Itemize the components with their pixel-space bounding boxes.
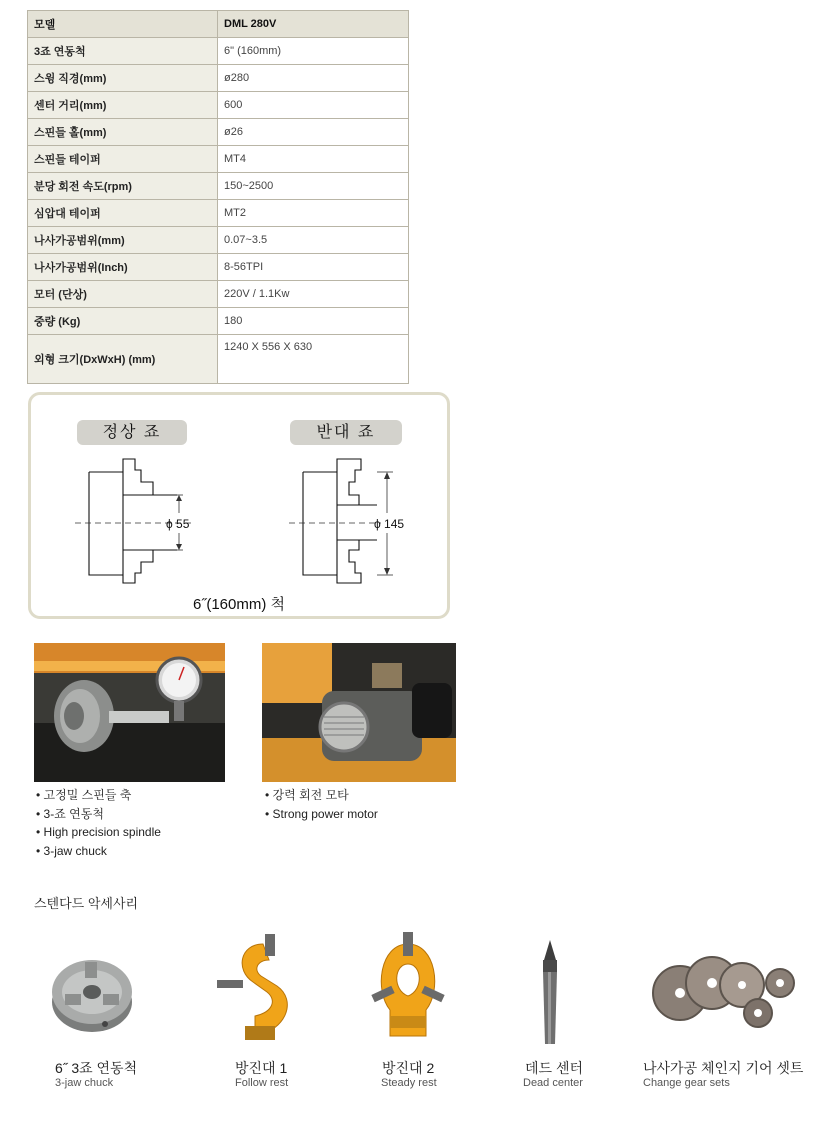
accessory-name: 데드 센터: [525, 1060, 583, 1076]
list-item: • 3-죠 연동척: [36, 805, 161, 824]
spec-value: 180: [218, 308, 409, 335]
spec-label: 센터 거리(mm): [28, 92, 218, 119]
motor-photo: [262, 643, 456, 782]
accessory-subtitle: 3-jaw chuck: [55, 1077, 114, 1089]
spec-row: [28, 146, 409, 173]
steady-rest-icon: [366, 930, 450, 1045]
chuck-caption: 6˝(160mm) 척: [192, 596, 285, 613]
spec-table: [27, 10, 409, 384]
spec-value: ø26: [218, 119, 409, 146]
list-item: • High precision spindle: [36, 823, 161, 842]
spec-header-row: [28, 11, 409, 38]
spec-value: 1240 X 556 X 630: [218, 335, 409, 384]
spec-label: 3죠 연동척: [28, 38, 218, 65]
spec-row: [28, 173, 409, 200]
follow-rest-icon: [215, 930, 295, 1045]
motor-feature-list: [265, 786, 378, 823]
spec-value: 0.07~3.5: [218, 227, 409, 254]
spec-label: 모델: [28, 11, 218, 38]
spec-value: MT2: [218, 200, 409, 227]
spec-label: 나사가공범위(mm): [28, 227, 218, 254]
spec-row: [28, 119, 409, 146]
accessory-subtitle: Follow rest: [235, 1077, 289, 1089]
reverse-jaw-label: 반대 죠: [290, 420, 402, 445]
accessory-subtitle: Steady rest: [381, 1077, 437, 1089]
gear-set-icon: [650, 955, 805, 1030]
spec-value: 220V / 1.1Kw: [218, 281, 409, 308]
spec-value: DML 280V: [218, 11, 409, 38]
spec-label: 중량 (Kg): [28, 308, 218, 335]
spec-row: [28, 92, 409, 119]
spindle-feature-list: [36, 786, 161, 860]
normal-jaw-chuck-outline: [89, 459, 177, 583]
list-item: • 고정밀 스핀들 축: [36, 786, 161, 805]
spec-value: 150~2500: [218, 173, 409, 200]
normal-jaw-label: 정상 죠: [77, 420, 187, 445]
spec-label: 분당 회전 속도(rpm): [28, 173, 218, 200]
chuck-icon: [47, 940, 142, 1040]
spec-row: [28, 281, 409, 308]
reverse-jaw-chuck-outline: [303, 459, 377, 583]
spec-value: 600: [218, 92, 409, 119]
spec-row: [28, 65, 409, 92]
accessory-name: 방진대 2: [382, 1060, 435, 1076]
list-item: • 강력 회전 모타: [265, 786, 378, 805]
spec-label: 외형 크기(DxWxH) (mm): [28, 335, 218, 384]
spec-value: 8-56TPI: [218, 254, 409, 281]
spec-row: [28, 200, 409, 227]
accessory-name: 6˝ 3죠 연동척: [55, 1060, 138, 1076]
accessory-name: 방진대 1: [235, 1060, 288, 1076]
spec-row: [28, 254, 409, 281]
spec-value: 6" (160mm): [218, 38, 409, 65]
spec-value: MT4: [218, 146, 409, 173]
spec-label: 스핀들 테이퍼: [28, 146, 218, 173]
spec-label: 나사가공범위(Inch): [28, 254, 218, 281]
spec-label: 스핀들 홀(mm): [28, 119, 218, 146]
spec-row: [28, 38, 409, 65]
spindle-photo: [34, 643, 225, 782]
spec-label: 모터 (단상): [28, 281, 218, 308]
accessory-subtitle: Dead center: [523, 1077, 583, 1089]
accessories-title: 스텐다드 악세사리: [34, 896, 139, 911]
spec-label: 심압대 테이퍼: [28, 200, 218, 227]
accessory-subtitle: Change gear sets: [643, 1077, 730, 1089]
spec-row: [28, 227, 409, 254]
spec-row: [28, 335, 409, 384]
spec-row: [28, 308, 409, 335]
accessory-name: 나사가공 체인지 기어 셋트: [643, 1060, 804, 1076]
spec-value: ø280: [218, 65, 409, 92]
list-item: • 3-jaw chuck: [36, 842, 161, 861]
normal-jaw-dimension: ϕ 55: [166, 517, 190, 531]
spec-label: 스윙 직경(mm): [28, 65, 218, 92]
reverse-jaw-dimension: ϕ 145: [374, 517, 405, 531]
list-item: • Strong power motor: [265, 805, 378, 824]
chuck-jaw-diagram: [28, 392, 450, 619]
dead-center-icon: [535, 938, 565, 1048]
